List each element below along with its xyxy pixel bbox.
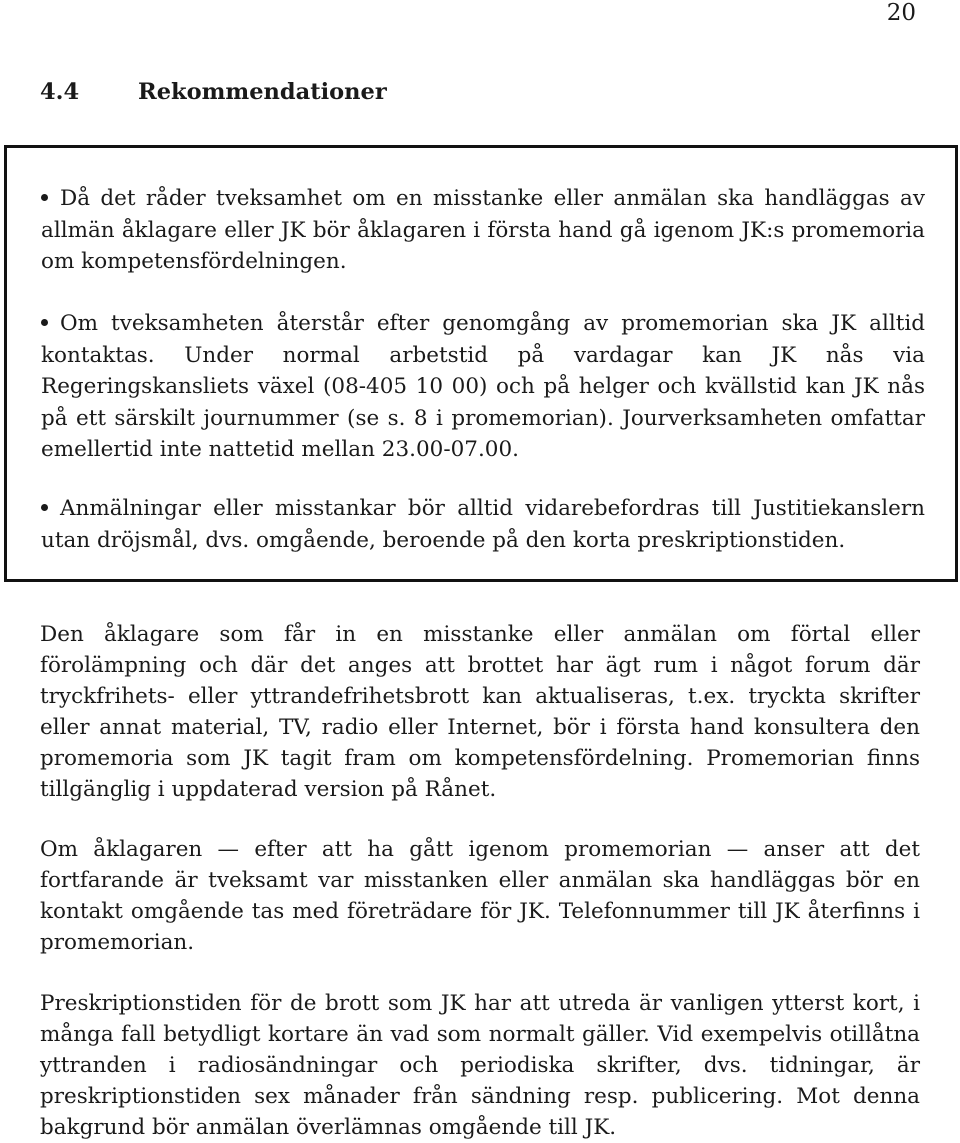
bullet-text: Då det råder tveksamhet om en misstanke eller anmälan ska handläggas av allmän åklagare eller JK bör åklagaren i första hand gå igenom JK:s promemoria om kompetensfördelningen. — [41, 186, 925, 274]
bullet-icon — [41, 319, 48, 326]
page-number: 20 — [886, 0, 916, 26]
recommendation-box — [4, 145, 958, 582]
body-paragraph: Den åklagare som får in en misstanke eller anmälan om förtal eller förolämpning och där det anges att brottet har ägt rum i något forum där tryckfrihets- eller yttrandefrihetsbrott kan aktualiseras, t.ex. tryckta skrifter eller annat material, TV, radio eller Internet, bör i första hand konsultera den promemoria som JK tagit fram om kompetensfördelning. Promemorian finns tillgänglig i uppdaterad version på Rånet. — [40, 622, 920, 802]
section-title: Rekommendationer — [138, 79, 387, 105]
recommendation-bullet — [41, 493, 925, 556]
bullet-text: Anmälningar eller misstankar bör alltid vidarebefordras till Justitiekanslern utan dröjsmål, dvs. omgående, beroende på den korta preskriptionstiden. — [41, 496, 925, 553]
recommendation-bullet — [41, 308, 925, 466]
section-heading — [40, 78, 387, 106]
body-paragraph: Om åklagaren — efter att ha gått igenom promemorian — anser att det fortfarande är tveksamt var misstanken eller anmälan ska handläggas bör en kontakt omgående tas med företrädare för JK. Telefonnummer till JK återfinns i promemorian. — [40, 837, 920, 955]
bullet-text: Om tveksamheten återstår efter genomgång av promemorian ska JK alltid kontaktas. Under normal arbetstid på vardagar kan JK nås via Regeringskansliets växel (08-405 10 00) och på helger och kvällstid kan JK nås på ett särskilt journummer (se s. 8 i promemorian). Jourverksamheten omfattar emellertid inte nattetid mellan 23.00-07.00. — [41, 311, 925, 462]
bullet-icon — [41, 504, 48, 511]
body-paragraph: Preskriptionstiden för de brott som JK har att utreda är vanligen ytterst kort, i många fall betydligt kortare än vad som normalt gäller. Vid exempelvis otillåtna yttranden i radiosändningar och periodiska skrifter, dvs. tidningar, är preskriptionstiden sex månader från sändning resp. publicering. Mot denna bakgrund bör anmälan överlämnas omgående till JK. — [40, 991, 920, 1140]
section-number: 4.4 — [40, 79, 80, 105]
bullet-icon — [41, 194, 48, 201]
recommendation-bullet — [41, 183, 925, 278]
